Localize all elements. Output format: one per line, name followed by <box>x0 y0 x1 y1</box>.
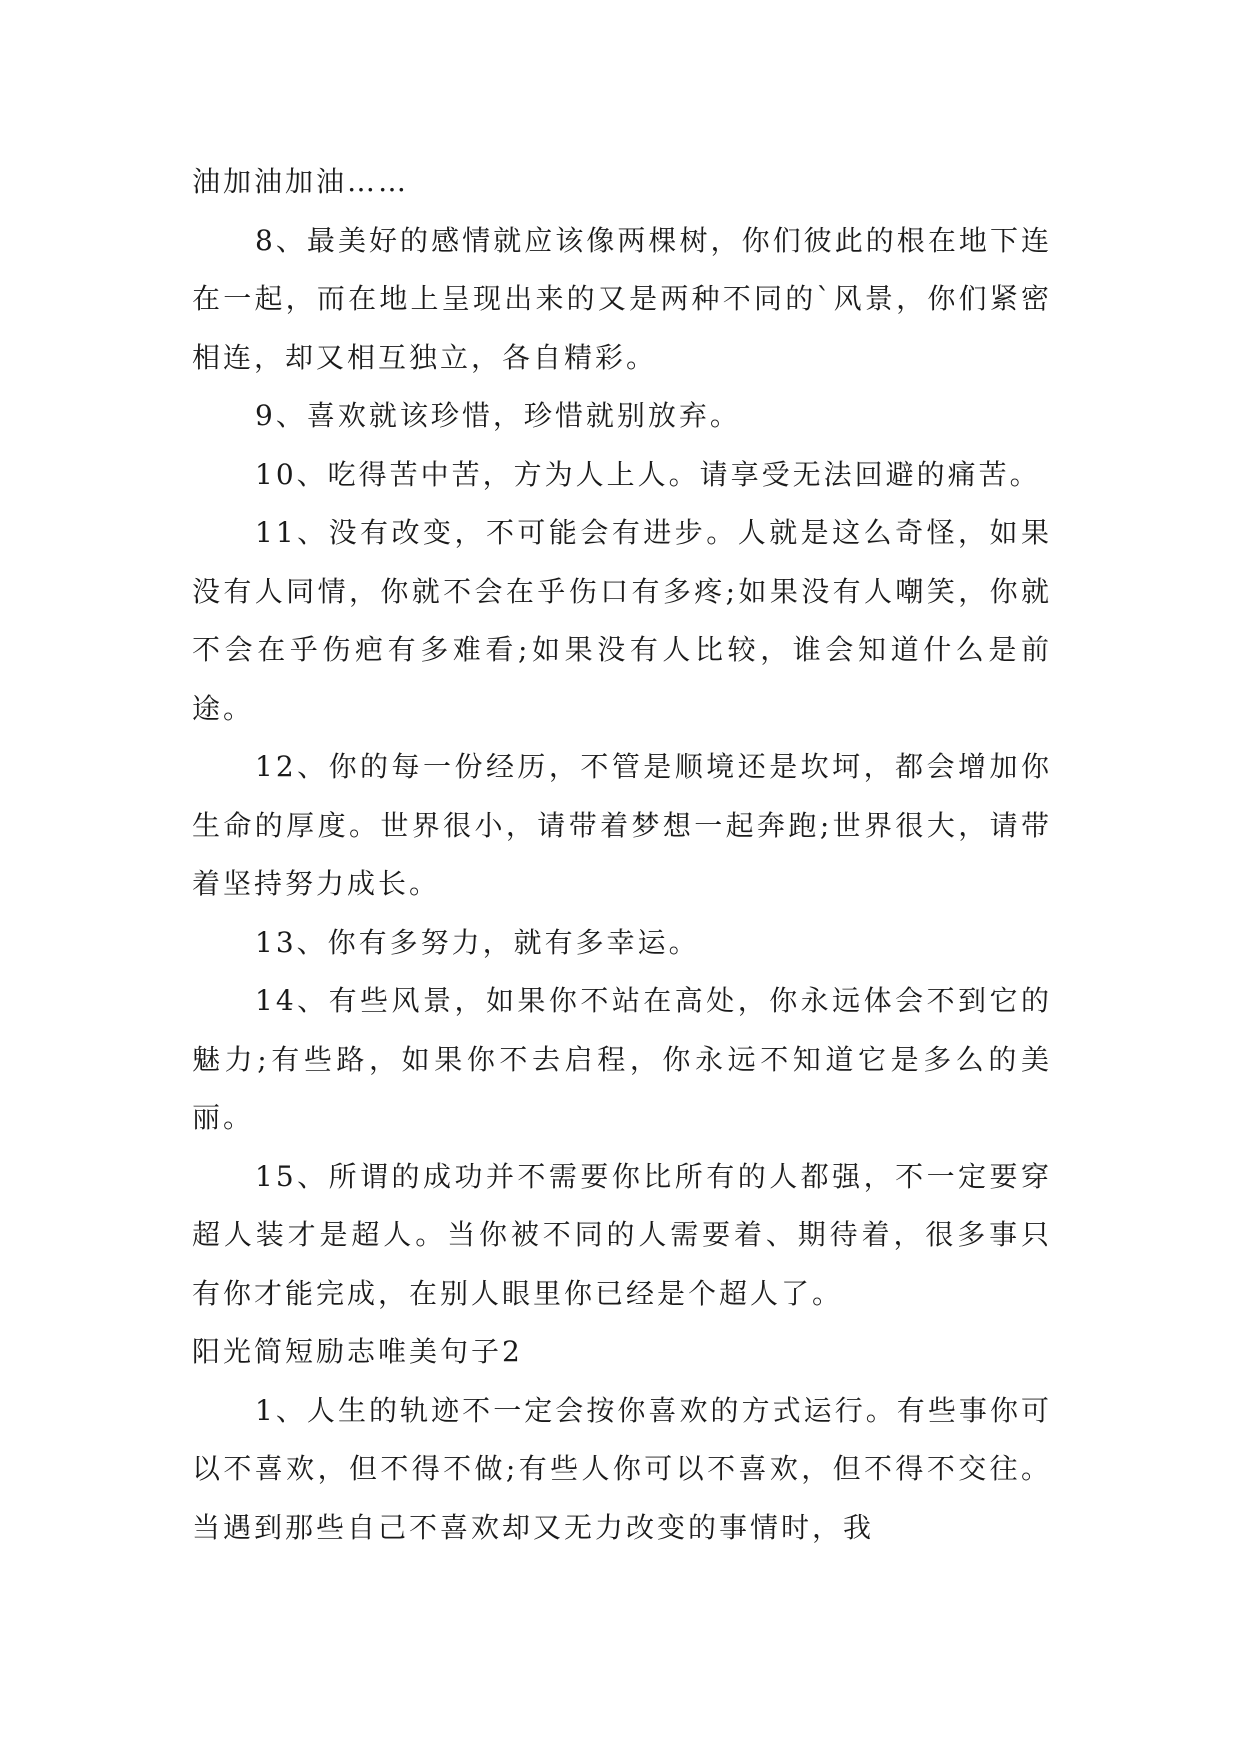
paragraph-continuation: 油加油加油…… <box>192 165 410 198</box>
paragraph-item-14: 14、有些风景，如果你不站在高处，你永远体会不到它的魅力;有些路，如果你不去启程，你永远不知道它是多么的美丽。 <box>192 984 1052 1134</box>
paragraph-item-10: 10、吃得苦中苦，方为人上人。请享受无法回避的痛苦。 <box>255 457 1041 491</box>
section-heading: 阳光简短励志唯美句子2 <box>192 1335 523 1368</box>
paragraph-item-9: 9、喜欢就该珍惜，珍惜就别放弃。 <box>255 399 741 432</box>
paragraph-item-11: 11、没有改变，不可能会有进步。人就是这么奇怪，如果没有人同情，你就不会在乎伤口有多疼;如果没有人嘲笑，你就不会在乎伤疤有多难看;如果没有人比较，谁会知道什么是前途。 <box>192 516 1052 725</box>
paragraph-item-1: 1、人生的轨迹不一定会按你喜欢的方式运行。有些事你可以不喜欢，但不得不做;有些人你可以不喜欢，但不得不交往。当遇到那些自己不喜欢却又无力改变的事情时，我 <box>192 1393 1052 1544</box>
paragraph-item-13: 13、你有多努力，就有多幸运。 <box>255 925 700 959</box>
paragraph-item-12: 12、你的每一份经历，不管是顺境还是坎坷，都会增加你生命的厚度。世界很小，请带着梦想一起奔跑;世界很大，请带着坚持努力成长。 <box>192 750 1052 900</box>
document-body <box>192 153 1052 1557</box>
paragraph-item-15: 15、所谓的成功并不需要你比所有的人都强，不一定要穿超人装才是超人。当你被不同的人需要着、期待着，很多事只有你才能完成，在别人眼里你已经是个超人了。 <box>192 1159 1052 1310</box>
paragraph-item-8: 8、最美好的感情就应该像两棵树，你们彼此的根在地下连在一起，而在地上呈现出来的又是两种不同的`风景，你们紧密相连，却又相互独立，各自精彩。 <box>192 223 1052 374</box>
